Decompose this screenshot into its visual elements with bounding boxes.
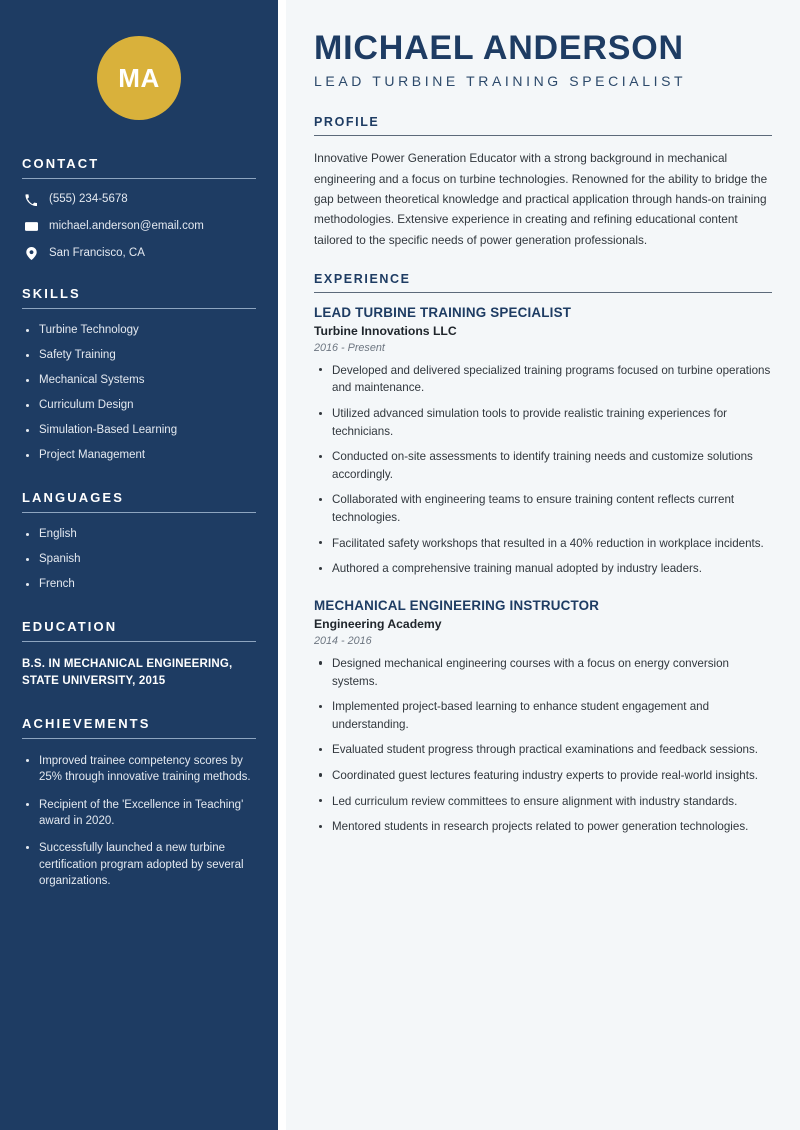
list-item: Evaluated student progress through practical examinations and feedback sessions. [314, 741, 772, 759]
list-item: Recipient of the 'Excellence in Teaching' award in 2020. [22, 797, 256, 830]
job-title: MECHANICAL ENGINEERING INSTRUCTOR [314, 597, 600, 613]
list-item: Successfully launched a new turbine certification program adopted by several organizations. [22, 840, 256, 889]
profile-section [314, 115, 772, 249]
skills-divider [22, 308, 256, 309]
contact-item-email[interactable] [22, 220, 256, 234]
list-item: Utilized advanced simulation tools to provide realistic training experiences for technicians. [314, 405, 772, 440]
achievements-divider [22, 738, 256, 739]
list-item: Improved trainee competency scores by 25% through innovative training methods. [22, 753, 256, 786]
email-value: michael.anderson@email.com [49, 219, 204, 232]
experience-section [314, 272, 772, 836]
skills-heading: SKILLS [22, 286, 81, 302]
sidebar [0, 0, 278, 1130]
list-item: Safety Training [22, 348, 256, 364]
contact-item-phone[interactable] [22, 193, 256, 207]
list-item: French [22, 577, 256, 593]
achievements-heading: ACHIEVEMENTS [22, 716, 151, 732]
job-dates: 2016 - Present [314, 341, 385, 354]
list-item: Simulation-Based Learning [22, 423, 256, 439]
column-divider [278, 0, 286, 1130]
list-item: Implemented project-based learning to enhance student engagement and understanding. [314, 698, 772, 733]
experience-heading: EXPERIENCE [314, 271, 411, 286]
achievements-list [22, 753, 256, 889]
list-item: Coordinated guest lectures featuring industry experts to provide real-world insights. [314, 767, 772, 785]
list-item: Designed mechanical engineering courses with a focus on energy conversion systems. [314, 655, 772, 690]
achievements-section [22, 716, 256, 889]
list-item: Curriculum Design [22, 398, 256, 414]
map-pin-icon [22, 247, 40, 260]
education-section [22, 619, 256, 691]
list-item: Mechanical Systems [22, 373, 256, 389]
list-item: Turbine Technology [22, 323, 256, 339]
list-item: Conducted on-site assessments to identify training needs and customize solutions accordingly. [314, 448, 772, 483]
list-item: Facilitated safety workshops that resulted in a 40% reduction in workplace incidents. [314, 535, 772, 553]
languages-list [22, 527, 256, 593]
profile-divider [314, 135, 772, 136]
contact-heading: CONTACT [22, 156, 100, 171]
job-subtitle: LEAD TURBINE TRAINING SPECIALIST [314, 73, 687, 90]
job-bullet-list [314, 362, 772, 578]
job-dates: 2014 - 2016 [314, 634, 372, 647]
list-item: English [22, 527, 256, 543]
contact-section [22, 156, 256, 260]
avatar-container [22, 0, 256, 156]
location-value: San Francisco, CA [49, 246, 145, 259]
phone-icon [22, 194, 40, 206]
contact-item-location[interactable] [22, 247, 256, 261]
education-entry: B.S. IN MECHANICAL ENGINEERING, STATE UNIVERSITY, 2015 [22, 657, 233, 687]
job-title: LEAD TURBINE TRAINING SPECIALIST [314, 304, 572, 320]
list-item: Spanish [22, 552, 256, 568]
page-title: MICHAEL ANDERSON [314, 29, 684, 67]
main-content [286, 0, 800, 1130]
languages-heading: LANGUAGES [22, 489, 124, 505]
avatar: MA [97, 36, 181, 120]
profile-heading: PROFILE [314, 115, 380, 130]
languages-divider [22, 512, 256, 513]
experience-divider [314, 292, 772, 293]
job-bullet-list [314, 655, 772, 836]
job-company: Engineering Academy [314, 616, 442, 631]
skills-list [22, 323, 256, 464]
education-heading: EDUCATION [22, 618, 118, 634]
list-item: Project Management [22, 448, 256, 464]
list-item: Developed and delivered specialized training programs focused on turbine operations and maintenance. [314, 362, 772, 397]
list-item: Collaborated with engineering teams to ensure training content reflects current technologies. [314, 491, 772, 526]
skills-section [22, 286, 256, 464]
experience-entry [314, 598, 772, 836]
phone-value: (555) 234-5678 [49, 193, 128, 205]
list-item: Authored a comprehensive training manual adopted by industry leaders. [314, 560, 772, 578]
list-item: Mentored students in research projects related to power generation technologies. [314, 818, 772, 836]
list-item: Led curriculum review committees to ensure alignment with industry standards. [314, 793, 772, 811]
job-company: Turbine Innovations LLC [314, 323, 457, 338]
contact-divider [22, 178, 256, 179]
envelope-icon [22, 220, 40, 233]
experience-entry [314, 305, 772, 578]
education-divider [22, 641, 256, 642]
profile-text: Innovative Power Generation Educator with a strong background in mechanical engineering and a focus on turbine technologies. Renowned for the ability to bridge the gap between theoretical knowledge and practical application through hands-on training methodologies. Extensive experience in creating and refining educational content tailored to the specific needs of power generation professionals. [314, 151, 768, 247]
languages-section [22, 490, 256, 593]
